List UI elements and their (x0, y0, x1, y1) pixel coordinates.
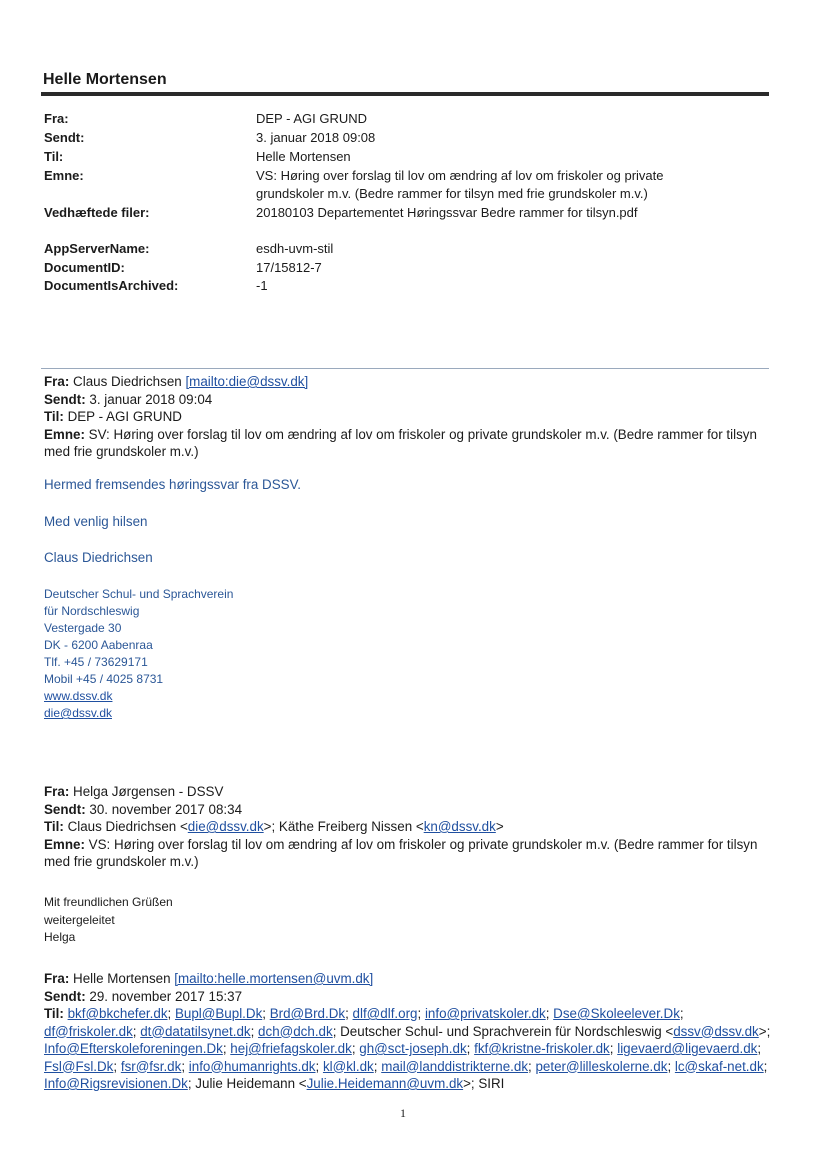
signature-email-link[interactable]: die@dssv.dk (44, 706, 112, 720)
mail3-til-line (44, 1005, 774, 1093)
mail1-body-name: Claus Diedrichsen (44, 550, 153, 565)
mail1-signature (44, 586, 233, 722)
recipient-separator: ; (528, 1058, 536, 1074)
page-number: 1 (400, 1106, 406, 1120)
recipient-name: Deutscher Schul- und Sprachverein für Nordschleswig < (340, 1023, 674, 1039)
recipient-separator: ; (262, 1006, 270, 1021)
mail2-sendt-value: 30. november 2017 08:34 (89, 801, 243, 817)
mail2-til-line (44, 818, 774, 836)
mail2-body-name: Helga (44, 930, 76, 944)
meta-emne-value: VS: Høring over forslag til lov om ændring af lov om friskoler og private grundskoler m.v. (Bedre rammer for tilsyn med frie grundskoler m.v.) (256, 168, 664, 201)
mail2-til-name2: >; Käthe Freiberg Nissen < (263, 819, 424, 834)
recipient-separator: ; (667, 1058, 675, 1074)
recipient-email-link[interactable]: info@humanrights.dk (188, 1058, 316, 1074)
mail1-til-label: Til: (44, 409, 64, 424)
recipient-separator: ; (187, 1076, 196, 1091)
mail1-body-greeting: Med venlig hilsen (44, 514, 148, 529)
recipient-name: Julie Heidemann < (195, 1076, 307, 1091)
recipient-separator: ; (345, 1006, 353, 1021)
recipient-separator: ; (332, 1023, 341, 1039)
mail1-emne-label: Emne: (44, 426, 85, 442)
recipient-email-link[interactable]: fkf@kristne-friskoler.dk (474, 1041, 610, 1056)
mailbox-owner-name: Helle Mortensen (43, 71, 167, 88)
signature-org-line-2: für Nordschleswig (44, 604, 140, 618)
recipient-email-link[interactable]: dssv@dssv.dk (673, 1023, 759, 1039)
recipient-separator: ; (545, 1006, 554, 1021)
mail1-fra-label: Fra: (44, 374, 70, 389)
recipient-email-link[interactable]: mail@landdistrikterne.dk (381, 1058, 529, 1074)
mail3-til-label: Til: (44, 1006, 64, 1021)
meta-attachments-label: Vedhæftede filer: (44, 205, 150, 220)
recipient-separator: ; (167, 1006, 175, 1021)
mail2-fra-value: Helga Jørgensen - DSSV (73, 784, 224, 799)
recipient-separator: ; (609, 1041, 618, 1056)
recipient-name: SIRI (478, 1076, 505, 1091)
signature-mobile: Mobil +45 / 4025 8731 (44, 672, 164, 686)
mail3-fra-name: Helle Mortensen (73, 971, 171, 986)
meta-til-value: Helle Mortensen (256, 149, 351, 164)
recipient-email-link[interactable]: lc@skaf-net.dk (674, 1058, 764, 1074)
meta-documentid-value: 17/15812-7 (256, 260, 322, 275)
mail2-sendt-label: Sendt: (44, 801, 86, 817)
recipient-separator: ; (222, 1041, 231, 1056)
mail2-til-end: > (495, 819, 504, 834)
meta-appserver-value: esdh-uvm-stil (256, 241, 334, 256)
recipient-separator: ; (315, 1058, 323, 1074)
recipient-email-link[interactable]: fsr@fsr.dk (120, 1058, 182, 1074)
mail2-emne-value: VS: Høring over forslag til lov om ændring af lov om friskoler og private grundskoler m.v. (Bedre rammer for tilsyn med frie grundskoler m.v.) (44, 836, 758, 869)
meta-attachment-file[interactable]: 20180103 Departementet Høringssvar Bedre rammer for tilsyn.pdf (256, 205, 638, 220)
mail3-fra-line (44, 970, 774, 988)
mail1-til-line (44, 408, 774, 426)
meta-appserver-label: AppServerName: (44, 241, 150, 256)
meta-til-label: Til: (44, 149, 64, 164)
mail3-sendt-label: Sendt: (44, 988, 86, 1004)
recipient-separator: ; (113, 1058, 121, 1074)
mail2-body (44, 894, 173, 947)
recipient-email-link[interactable]: hej@friefagskoler.dk (230, 1041, 352, 1056)
recipient-separator: ; (373, 1058, 382, 1074)
recipient-separator: ; (250, 1023, 259, 1039)
signature-org-line: Deutscher Schul- und Sprachverein (44, 587, 234, 601)
recipient-email-link[interactable]: df@friskoler.dk (44, 1023, 133, 1039)
meta-documentid-label: DocumentID: (44, 260, 125, 275)
mail1-fra-mailto-link[interactable]: [mailto:die@dssv.dk] (185, 374, 309, 389)
mail1-fra-name: Claus Diedrichsen (73, 374, 182, 389)
recipient-email-link[interactable]: Bupl@Bupl.Dk (174, 1006, 263, 1021)
mail1-til-value: DEP - AGI GRUND (67, 409, 182, 424)
recipient-separator: ; (763, 1058, 768, 1074)
mail3-sendt-value: 29. november 2017 15:37 (89, 988, 243, 1004)
recipient-email-link[interactable]: Fsl@Fsl.Dk (44, 1058, 114, 1074)
separator-rule (41, 368, 769, 369)
recipient-email-link[interactable]: Brd@Brd.Dk (269, 1006, 346, 1021)
meta-archived-label: DocumentIsArchived: (44, 278, 179, 293)
recipient-email-link[interactable]: Info@Efterskoleforeningen.Dk (44, 1041, 223, 1056)
mail3-fra-label: Fra: (44, 971, 70, 986)
recipient-email-link[interactable]: Dse@Skoleelever.Dk (553, 1006, 680, 1021)
recipient-separator: ; (466, 1041, 475, 1056)
mail3-sendt-line (44, 988, 774, 1006)
mail3-fra-mailto-link[interactable]: [mailto:helle.mortensen@uvm.dk] (174, 971, 374, 986)
signature-street: Vestergade 30 (44, 621, 122, 635)
recipient-separator: ; (679, 1006, 684, 1021)
mail2-header (44, 783, 774, 871)
recipient-email-link[interactable]: gh@sct-joseph.dk (359, 1041, 467, 1056)
mail2-body-forwarded: weitergeleitet (44, 912, 115, 927)
recipient-separator: >; (758, 1023, 771, 1039)
mail2-til-label: Til: (44, 819, 64, 834)
mail1-header (44, 373, 774, 461)
mail2-til-link2[interactable]: kn@dssv.dk (423, 819, 496, 834)
signature-website-link[interactable]: www.dssv.dk (44, 689, 113, 703)
mail1-body-intro: Hermed fremsendes høringssvar fra DSSV. (44, 477, 301, 492)
mail2-emne-line (44, 836, 774, 871)
mail1-emne-value: SV: Høring over forslag til lov om ændring af lov om friskoler og private grundskoler m.v. (Bedre rammer for tilsyn med frie grundskoler m.v.) (44, 426, 757, 459)
recipient-email-link[interactable]: dch@dch.dk (258, 1023, 333, 1039)
meta-emne-label: Emne: (44, 168, 84, 183)
mail2-til-link1[interactable]: die@dssv.dk (187, 819, 264, 834)
recipient-email-link[interactable]: Info@Rigsrevisionen.Dk (44, 1076, 188, 1091)
recipient-email-link[interactable]: ligevaerd@ligevaerd.dk (617, 1041, 758, 1056)
mail2-emne-label: Emne: (44, 836, 85, 852)
recipient-email-link[interactable]: dt@datatilsynet.dk (140, 1023, 251, 1039)
signature-city: DK - 6200 Aabenraa (44, 638, 153, 652)
recipient-email-link[interactable]: dlf@dlf.org (352, 1006, 418, 1021)
meta-archived-value: -1 (256, 278, 268, 293)
mail1-sendt-value: 3. januar 2018 09:04 (89, 391, 213, 407)
mail2-sendt-line (44, 801, 774, 819)
signature-phone: Tlf. +45 / 73629171 (44, 655, 148, 669)
mail2-til-name1: Claus Diedrichsen < (67, 819, 188, 834)
header-rule (41, 92, 769, 96)
recipient-separator: ; (132, 1023, 141, 1039)
mail3-header (44, 970, 774, 1093)
mail2-fra-line (44, 783, 774, 801)
recipient-email-link[interactable]: kl@kl.dk (322, 1058, 374, 1074)
mail1-sendt-label: Sendt: (44, 391, 86, 407)
meta-sendt-value: 3. januar 2018 09:08 (256, 130, 376, 145)
recipient-separator: ; (417, 1006, 425, 1021)
meta-fra-label: Fra: (44, 111, 69, 126)
mail1-fra-line (44, 373, 774, 391)
mail1-sendt-line (44, 391, 774, 409)
mail2-fra-label: Fra: (44, 784, 70, 799)
mail2-body-greeting: Mit freundlichen Grüßen (44, 895, 173, 909)
recipient-email-link[interactable]: peter@lilleskolerne.dk (535, 1058, 668, 1074)
recipient-separator: >; (463, 1076, 479, 1091)
recipient-email-link[interactable]: Julie.Heidemann@uvm.dk (306, 1076, 464, 1091)
recipient-separator: ; (181, 1058, 189, 1074)
recipient-email-link[interactable]: info@privatskoler.dk (424, 1006, 546, 1021)
recipient-separator: ; (351, 1041, 360, 1056)
mail1-emne-line (44, 426, 774, 461)
recipient-email-link[interactable]: bkf@bkchefer.dk (67, 1006, 168, 1021)
meta-fra-value: DEP - AGI GRUND (256, 111, 368, 126)
recipient-separator: ; (757, 1041, 762, 1056)
meta-sendt-label: Sendt: (44, 130, 85, 145)
